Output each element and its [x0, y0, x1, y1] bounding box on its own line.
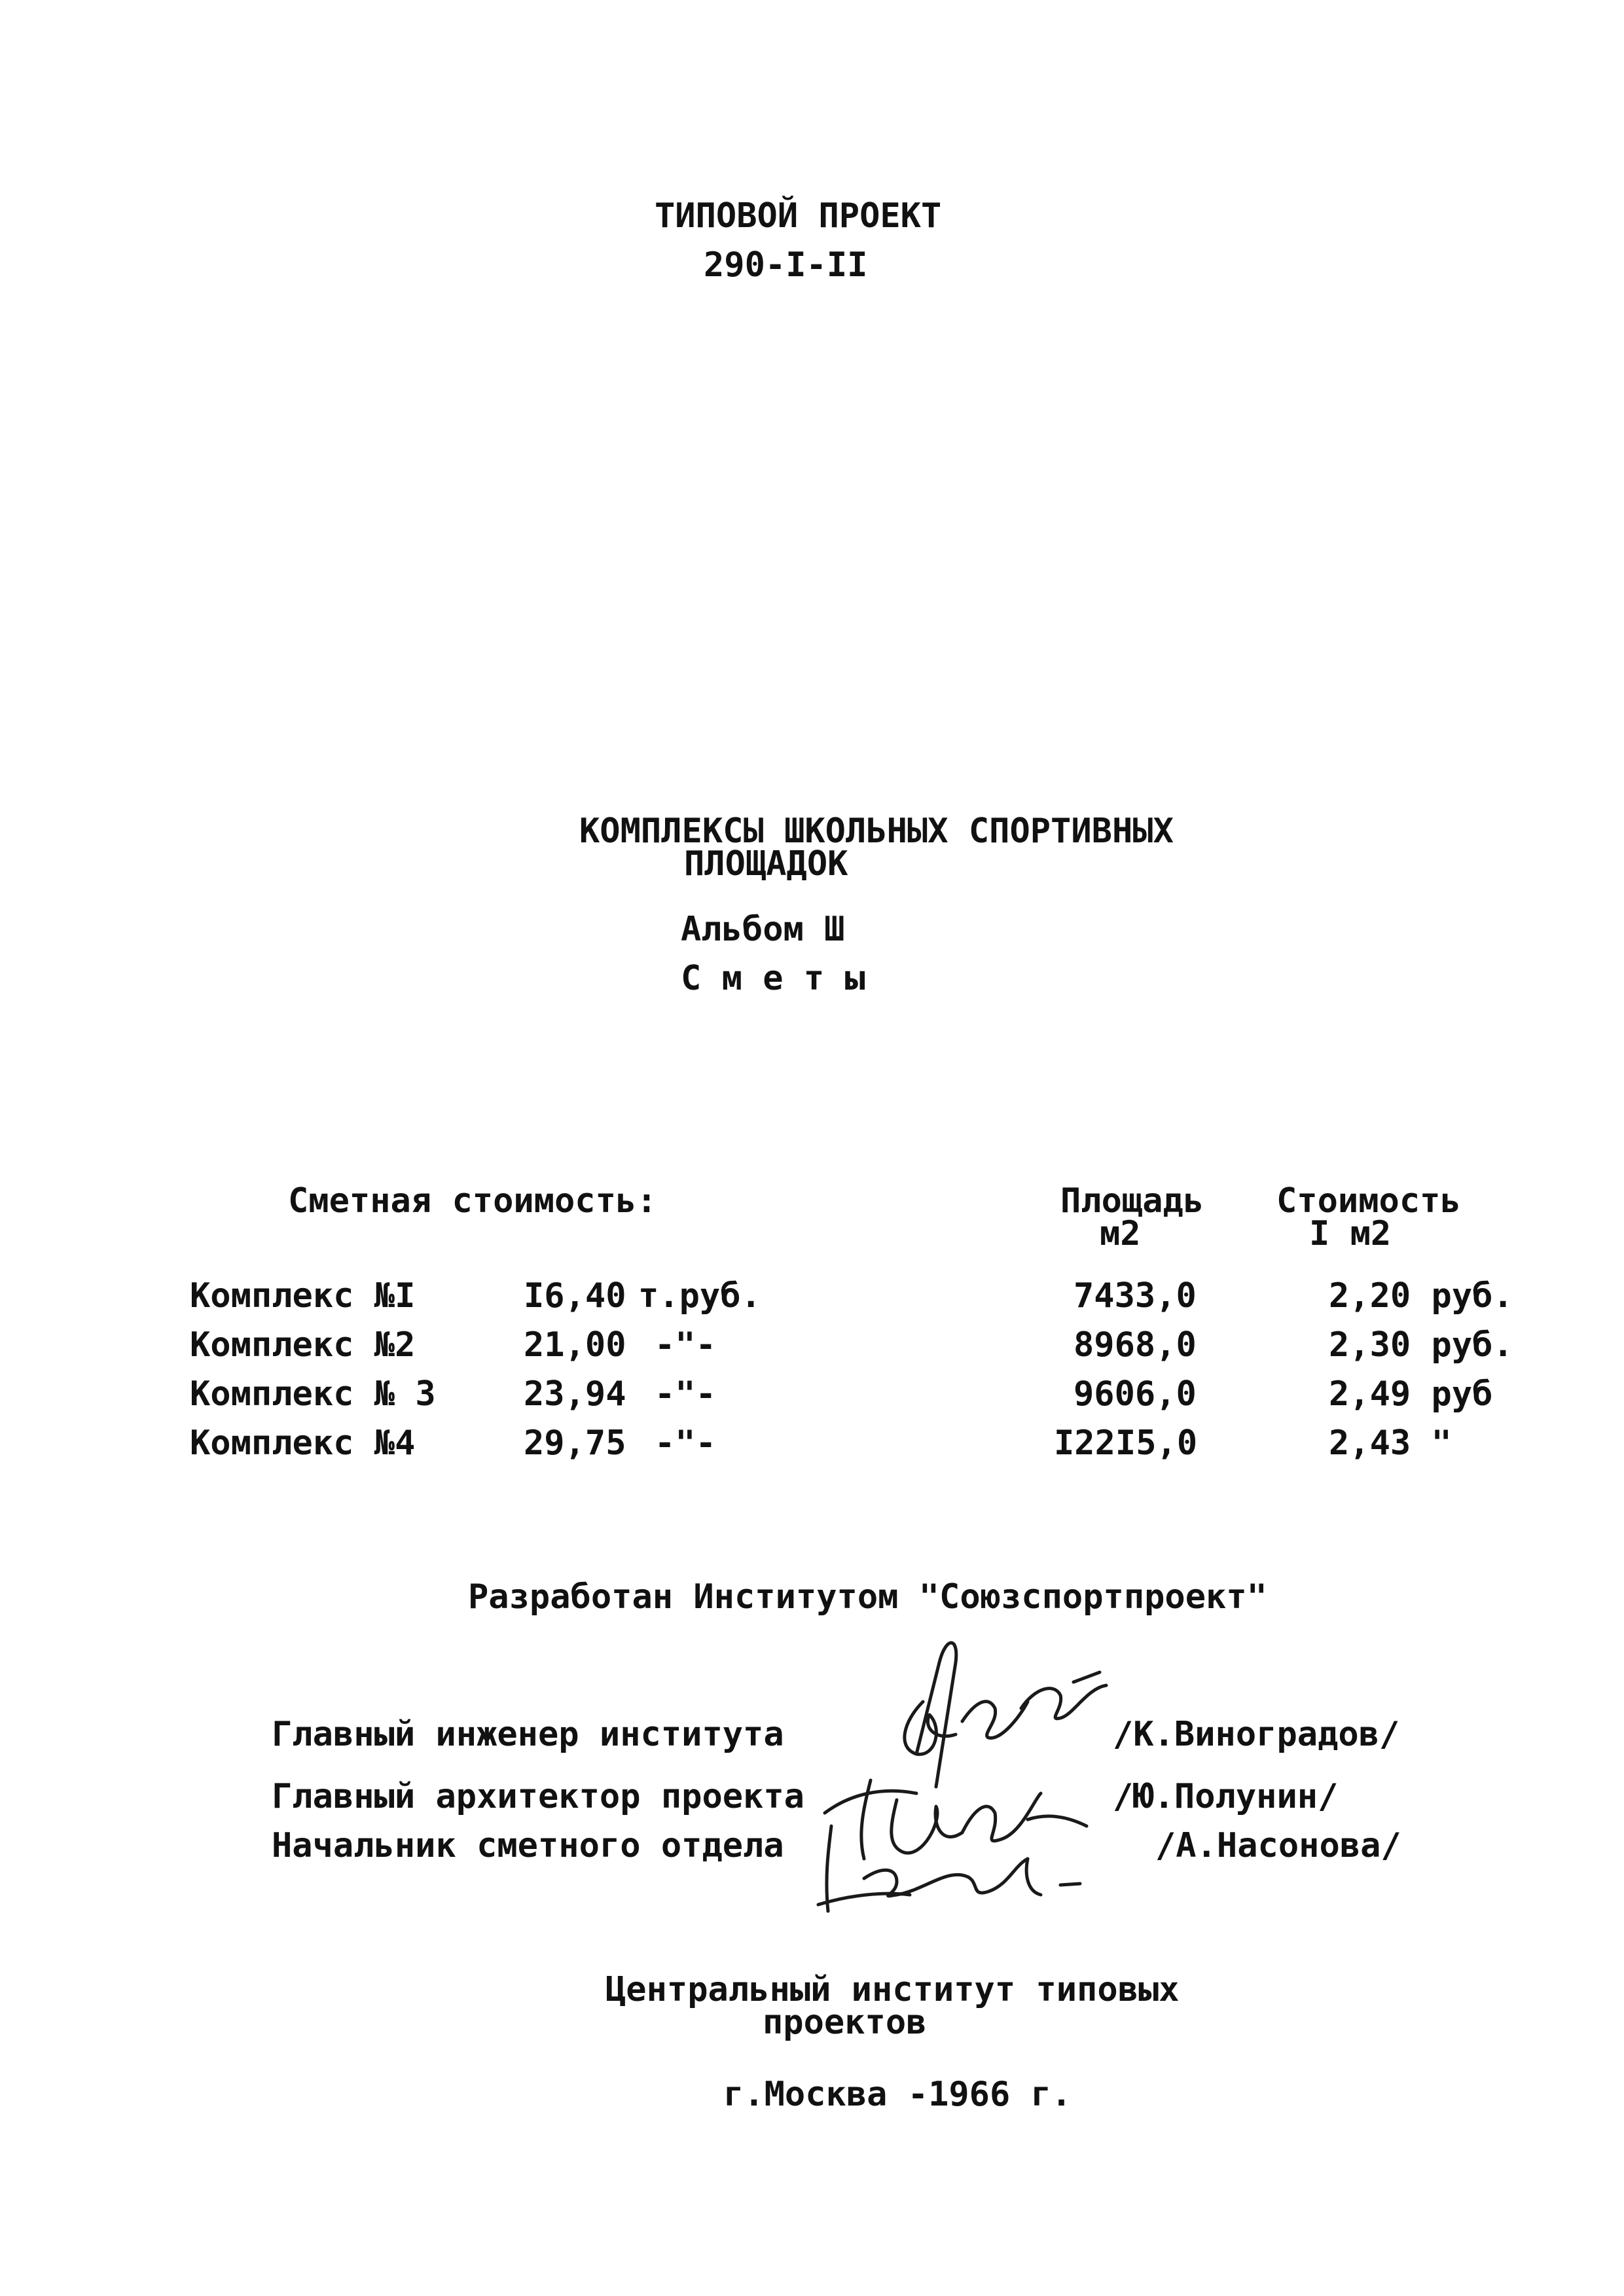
signatory-position: Главный инженер института [272, 1715, 784, 1754]
complex-cost: 29,75 [524, 1424, 626, 1463]
complex-name: Комплекс № 3 [190, 1374, 436, 1414]
cost-heading: Сметная стоимость: [288, 1181, 657, 1221]
project-number: 290-I-II [704, 245, 868, 285]
volume-label: С м е т ы [681, 959, 865, 998]
complex-name: Комплекс №I [190, 1276, 416, 1316]
complex-unit-cost: 2,30 руб. [1329, 1325, 1513, 1365]
document-title-line2: ПЛОЩАДОК [684, 844, 848, 884]
signatory-name: /Ю.Полунин/ [1113, 1777, 1339, 1816]
cost-unit: т.руб. [638, 1276, 761, 1316]
document-title: КОМПЛЕКСЫ ШКОЛЬНЫХ СПОРТИВНЫХ [579, 812, 1174, 851]
complex-cost: 21,00 [524, 1325, 626, 1365]
handwritten-signature-estimate-dept-head [799, 1813, 1100, 1918]
place-year: г.Москва -1966 г. [723, 2075, 1072, 2114]
signatory-name: /К.Виноградов/ [1113, 1715, 1400, 1754]
publisher-name: Центральный институт типовых [605, 1970, 1180, 2009]
complex-unit-cost: 2,20 руб. [1329, 1276, 1513, 1316]
complex-unit-cost: 2,49 руб [1329, 1374, 1493, 1414]
signatory-position: Главный архитектор проекта [272, 1777, 804, 1816]
unit-cost-column-unit: I м2 [1309, 1214, 1392, 1253]
complex-unit-cost: 2,43 " [1329, 1424, 1452, 1463]
complex-area: 8968,0 [1074, 1325, 1197, 1365]
area-column-unit: м2 [1100, 1214, 1141, 1253]
complex-area: 7433,0 [1074, 1276, 1197, 1316]
unit-cost-column-header: Стоимость [1276, 1181, 1461, 1221]
project-label: ТИПОВОЙ ПРОЕКТ [655, 196, 942, 236]
complex-area: 9606,0 [1074, 1374, 1197, 1414]
developer-line: Разработан Институтом "Союзспортпроект" [468, 1577, 1267, 1617]
area-column-header: Площадь [1060, 1181, 1204, 1221]
signatory-name: /А.Насонова/ [1155, 1826, 1401, 1865]
cost-unit: -"- [655, 1374, 716, 1414]
cost-unit: -"- [655, 1424, 716, 1463]
complex-area: I22I5,0 [1054, 1424, 1198, 1463]
signatory-position: Начальник сметного отдела [272, 1826, 784, 1865]
complex-name: Комплекс №2 [190, 1325, 416, 1365]
cost-unit: -"- [655, 1325, 716, 1365]
complex-name: Комплекс №4 [190, 1424, 416, 1463]
complex-cost: 23,94 [524, 1374, 626, 1414]
album-label: Альбом Ш [681, 910, 845, 949]
publisher-name-line2: проектов [763, 2003, 927, 2042]
complex-cost: I6,40 [524, 1276, 626, 1316]
